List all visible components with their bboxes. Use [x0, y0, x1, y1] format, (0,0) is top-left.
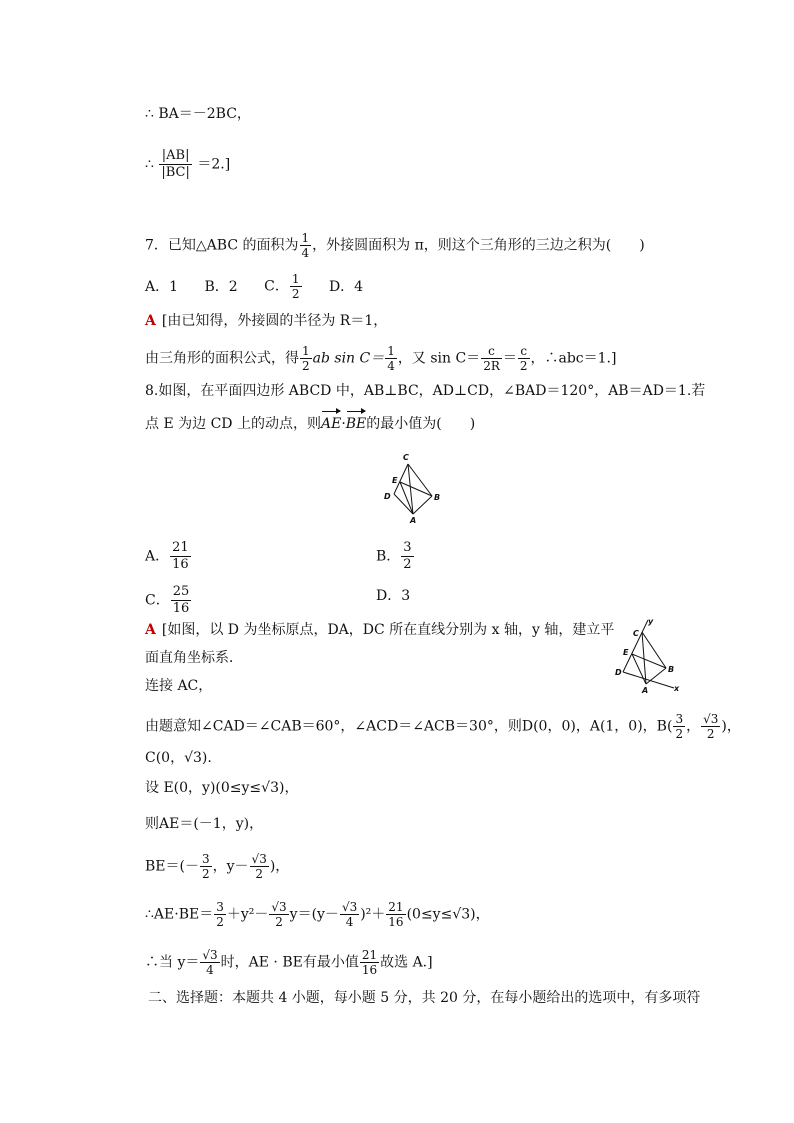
q8-option-c: C． $\frac{25}{16}$	[145, 584, 190, 616]
q7-options	[145, 272, 385, 301]
fig2-label-a: A	[642, 686, 649, 695]
fig2-label-d: D	[615, 668, 622, 677]
section-2-heading: 二、选择题：本题共 4 小题，每小题 5 分，共 20 分，在每小题给出的选项中，有多项符	[148, 990, 701, 1006]
q8-solution-6: 设 E(0，y)(0≤y≤√3)，	[145, 780, 299, 796]
q8-solution-3: 连接 AC，	[145, 678, 213, 694]
fig1-label-a: A	[410, 516, 417, 525]
q8-answer: A	[145, 622, 156, 638]
q8-solution-4: 由题意知∠CAD＝∠CAB＝60°，∠ACD＝∠ACB＝30°，则D(0，0)，A(1，0)，B( $\frac{3}{2}$ ， $\frac{√3}{2}$ )，	[145, 712, 741, 741]
q7-stem: 7．已知△ABC 的面积为 $\frac{1}{4}$ ，外接圆面积为 π，则这个三角形的三边之积为( )	[145, 231, 645, 260]
fig1-label-d: D	[384, 492, 391, 501]
q7-answer: A	[145, 313, 156, 329]
q8-figure	[380, 450, 450, 525]
fig1-label-c: C	[403, 453, 409, 462]
ratio-fraction: $\frac{|AB|}{|BC|}$	[161, 148, 190, 180]
q7-solution-2: 由三角形的面积公式，得 $\frac{1}{2}$ ab sin C＝ $\frac{1}{4}$ ，又 sin C＝ $\frac{c}{2R}$ ＝ $\frac{c}{2}$ ，∴abc＝1.]	[145, 344, 617, 373]
fig2-label-c: C	[633, 629, 639, 638]
q8-option-d: D．3	[376, 588, 411, 604]
q7-option-d: D．4	[328, 278, 364, 295]
fig2-label-e: E	[623, 648, 629, 657]
q8-stem-1: 8.如图，在平面四边形 ABCD 中，AB⊥BC，AD⊥CD，∠BAD＝120°，AB＝AD＝1.若	[145, 383, 706, 399]
q7-option-c: C． $\frac{1}{2}$	[264, 272, 300, 301]
q8-stem-2: 点 E 为边 CD 上的动点，则AE·BE的最小值为( )	[145, 416, 476, 432]
q7-option-a: A．1	[145, 278, 179, 295]
fig2-label-b: B	[668, 665, 675, 674]
q7-solution-1: A [由已知得，外接圆的半径为 R＝1，	[145, 313, 388, 329]
prev-ratio-line: ∴ $\frac{|AB|}{|BC|}$ ＝2.]	[145, 148, 231, 180]
q8-option-a: A． $\frac{21}{16}$	[145, 540, 189, 572]
q8-solution-2: 面直角坐标系．	[145, 650, 243, 666]
q8-solution-figure	[612, 616, 688, 696]
fig2-label-x: x	[674, 684, 680, 693]
q8-solution-10: ∴当 y＝ $\frac{√3}{4}$ 时，AE · BE有最小值 $\frac{21}{16}$ 故选 A.]	[145, 948, 433, 977]
q8-solution-8: BE＝(－ $\frac{3}{2}$ ，y－ $\frac{√3}{2}$ )，	[145, 852, 290, 881]
q8-solution-9: ∴AE·BE＝ $\frac{3}{2}$ ＋y²－ $\frac{√3}{2}$ y＝(y－ $\frac{√3}{4}$ )²＋ $\frac{21}{16}$ (0≤y≤√3)，	[145, 900, 490, 929]
fig2-label-y: y	[648, 617, 654, 626]
q8-solution-7: 则AE＝(－1，y)，	[145, 816, 264, 832]
q7-option-b: B．2	[204, 278, 238, 295]
q8-option-b: B． $\frac{3}{2}$	[376, 540, 412, 572]
fig1-label-e: E	[392, 476, 398, 485]
fig1-label-b: B	[434, 493, 441, 502]
q8-solution-5: C(0，√3).	[145, 750, 212, 766]
prev-line-1: ∴ BA＝－2BC，	[145, 106, 251, 122]
q8-solution-1: A [如图，以 D 为坐标原点，DA，DC 所在直线分别为 x 轴，y 轴，建立平	[145, 622, 615, 638]
